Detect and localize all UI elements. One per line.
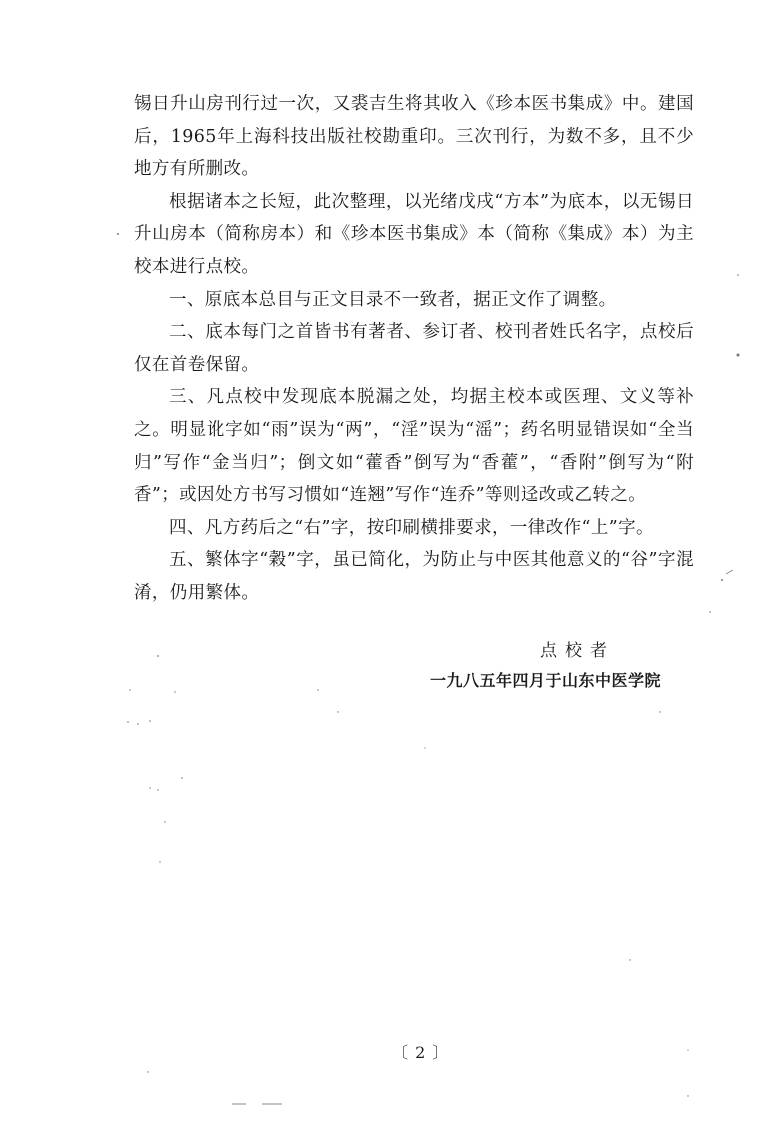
paragraph-item-1: 一、原底本总目与正文目录不一致者，据正文作了调整。 [169, 289, 617, 310]
page-number: 〔 2 〕 [392, 1043, 450, 1062]
paragraph-item-3: 三、凡点校中发现底本脱漏之处，均据主校本或医理、文义等补之。明显讹字如“雨”误为“两”，“淫”误为“滛”；药名明显错误如“全当归”写作“金当归”；倒文如“藿香”倒写为“香藿”，“香附”倒写为“附香”；或因处方书写习惯如“连翘”写作“连乔”等则迳改或乙转之。 [134, 387, 694, 506]
paragraph-item-5: 五、繁体字“穀”字，虽已简化，为防止与中医其他意义的“谷”字混淆，仍用繁体。 [134, 550, 694, 603]
body-text [134, 88, 694, 610]
paragraph-item-4: 四、凡方药后之“右”字，按印刷横排要求，一律改作“上”字。 [169, 517, 654, 538]
signature-date: 一九八五年四月于山东中医学院 [430, 671, 662, 690]
paragraph-continuation: 锡日升山房刊行过一次，又裘吉生将其收入《珍本医书集成》中。建国后，1965年上海科技出版社校勘重印。三次刊行，为数不多，且不少地方有所删改。 [134, 94, 694, 180]
signature-name: 点校者 [540, 641, 615, 661]
paragraph-item-2: 二、底本每门之首皆书有著者、参订者、校刊者姓氏名字，点校后仅在首卷保留。 [134, 322, 694, 375]
paragraph-base-edition: 根据诸本之长短，此次整理，以光绪戊戌“方本”为底本，以无锡日升山房本（简称房本）和《珍本医书集成》本（简称《集成》本）为主校本进行点校。 [134, 191, 694, 277]
